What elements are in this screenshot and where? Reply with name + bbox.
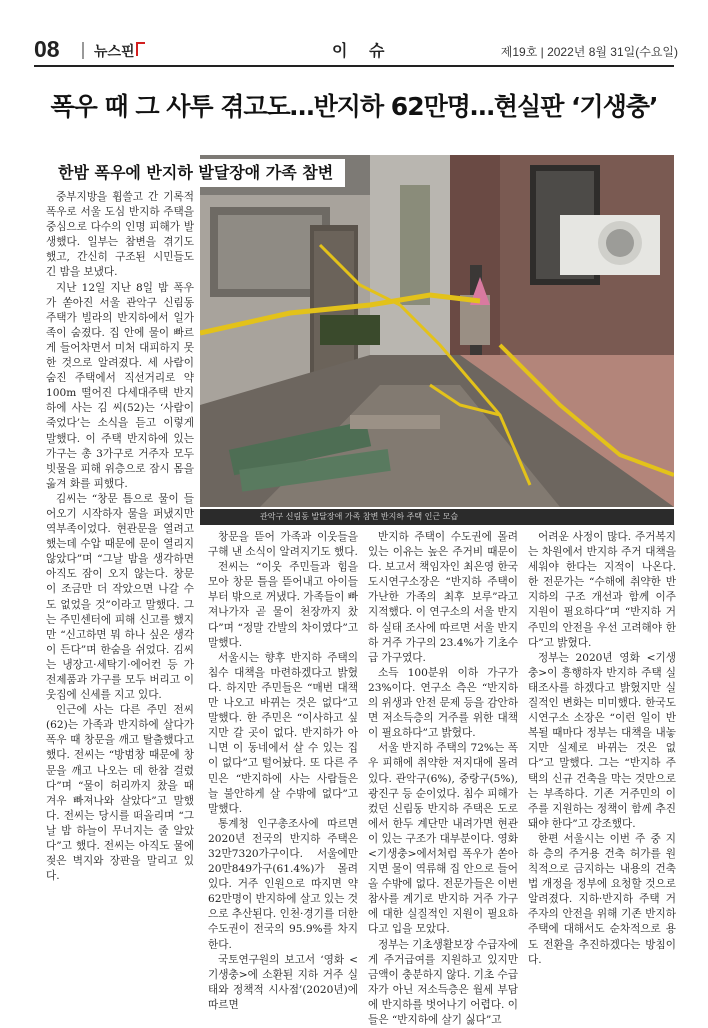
article-photo <box>200 155 674 507</box>
flood-alley-photo <box>200 155 674 507</box>
paragraph: 소득 100분위 이하 가구가 23%이다. 연구소 측은 “반지하의 위생과 안전 문제 등을 감안하면 저소득층의 거주를 위한 대책이 필요하다”고 밝혔다. <box>368 666 518 740</box>
newspaper-logo: 뉴스핀 <box>94 43 135 59</box>
paragraph: 창문을 뜯어 가족과 이웃들을 구해 낸 소식이 알려지기도 했다. <box>208 531 358 559</box>
paragraph: 정부는 기초생활보장 수급자에게 주거급여를 지원하고 있지만 금액이 충분하지 않다. 기초 수급자가 아닌 저소득층은 월세 부담에 반지하를 벗어나기 어렵다. 이들은 “반지하에 살기 싫다”고 <box>368 938 518 1026</box>
paragraph: 서울 반지하 주택의 72%는 폭우 피해에 취약한 저지대에 몰려 있다. 관악구(6%), 중랑구(5%), 광진구 등 순이었다. 침수 피해가 컸던 신림동 반지하 주택은 도로에서 한두 계단만 내려가면 현관이 있는 구조가 대부분이다. 영화 <기생충>에서처럼 폭우가 쏟아지면 물이 역류해 집 안으로 들어올 수밖에 없다. 전문가들은 이번 참사를 계기로 반지하 거주 가구에 대한 실질적인 지원이 필요하다고 입을 모았다. <box>368 742 518 936</box>
article-column-2 <box>208 530 358 1013</box>
paragraph: 어려운 사정이 많다. 주거복지는 차원에서 반지하 주거 대책을 세워야 한다는 지적이 나온다. 한 전문가는 “수해에 취약한 반지하의 구조 개선과 함께 이주 지원이 필요하다”며 “반지하 거주민의 안전을 우선 고려해야 한다”고 밝혔다. <box>528 531 676 649</box>
section-label: 이 슈 <box>332 41 393 60</box>
paragraph: 전씨는 “이웃 주민들과 힘을 모아 창문 틀을 뜯어내고 아이들부터 밖으로 꺼냈다. 가족들이 빠져나가자 곧 물이 천장까지 찼다”며 “정말 간발의 차이였다”고 말했다. <box>208 561 358 649</box>
article-subheadline: 한밤 폭우에 반지하 발달장애 가족 참변 <box>46 159 345 187</box>
paragraph: 한편 서울시는 이번 주 중 지하 층의 주거용 건축 허가를 원칙적으로 금지하는 내용의 건축법 개정을 정부에 요청할 것으로 알려졌다. 지하·반지하 주택 거주자의 안전을 위해 기존 반지하 주택에 대해서도 순차적으로 용도 전환을 추진하겠다는 방침이다. <box>528 832 676 966</box>
article-column-1 <box>46 190 194 884</box>
article-column-3 <box>368 530 518 1028</box>
paragraph: 중부지방을 휩쓸고 간 기록적 폭우로 서울 도심 반지하 주택을 중심으로 다수의 인명 피해가 발생했다. 일부는 참변을 겪기도 했고, 간신히 구조된 시민들도 긴 밤을 보냈다. <box>46 191 194 279</box>
paragraph: 정부는 2020년 영화 <기생충>이 흥행하자 반지하 주택 실태조사를 하겠다고 밝혔지만 실질적인 변화는 미미했다. 한국도시연구소 소장은 “이런 일이 반복될 때마다 정부는 대책을 내놓지만 실제로 바뀌는 것은 없다”고 말했다. 그는 “반지하 주택의 신규 건축을 막는 것만으로는 부족하다. 기존 거주민의 이주를 지원하는 정책이 함께 추진돼야 한다”고 강조했다. <box>528 651 676 830</box>
article-headline: 폭우 때 그 사투 겪고도…반지하 62만명…현실판 ‘기생충’ <box>50 92 658 121</box>
photo-caption: 관악구 신림동 발달장애 가족 참변 반지하 주택 인근 모습 <box>200 509 674 525</box>
paragraph: 반지하 주택이 수도권에 몰려 있는 이유는 높은 주거비 때문이다. 보고서 책임자인 최은영 한국도시연구소장은 “반지하 주택이 가난한 가족의 최후 보루”라고 지적했다. 이 연구소의 서울 반지하 실태 조사에 따르면 서울 반지하 거주 가구의 23.4%가 기초수급 가구였다. <box>368 531 518 664</box>
paragraph: 인근에 사는 다른 주민 전씨(62)는 가족과 반지하에 살다가 폭우 때 창문을 깨고 탈출했다고 했다. 전씨는 “방범창 때문에 창문을 깨고 나오는 데 한참 걸렸다”며 “물이 허리까지 찼을 때 겨우 빠져나와 살았다”고 말했다. 전씨는 당시를 떠올리며 “그날 밤 하늘이 무너지는 줄 알았다”고 했다. 전씨는 아직도 물에 젖은 벽지와 장판을 말리고 있다. <box>46 704 194 883</box>
issue-info: 제19호 | 2022년 8월 31일(수요일) <box>500 45 678 59</box>
paragraph: 통계청 인구총조사에 따르면 2020년 전국의 반지하 주택은 32만7320가구이다. 서울에만 20만849가구(61.4%)가 몰려 있다. 거주 인원으로 따지면 약 62만명이 반지하에 살고 있는 것으로 추산된다. 인천·경기를 더한 수도권이 전국의 95.9%를 차지한다. <box>208 817 358 951</box>
article-column-4 <box>528 530 676 968</box>
page-header <box>0 0 708 66</box>
paragraph: 지난 12일 지난 8일 밤 폭우가 쏟아진 서울 관악구 신림동 주택가 빌라의 반지하에서 일가족이 숨졌다. 집 안에 물이 빠르게 들어차면서 미처 대피하지 못한 것으로 알려졌다. 세 사람이 숨진 주택에서 직선거리로 약 100m 떨어진 다세대주택 반지하에 사는 김 씨(52)는 ‘사람이 죽었다’는 소식을 듣고 이렇게 말했다. 이 주택 반지하에 있는 가구는 총 3가구로 거주자 모두 빗물을 피해 위층으로 잠시 몸을 옮겨 화를 피했다. <box>46 281 194 490</box>
paragraph: 서울시는 향후 반지하 주택의 침수 대책을 마련하겠다고 밝혔다. 하지만 주민들은 “매번 대책만 나오고 바뀌는 것은 없다”고 말했다. 한 주민은 “이사하고 싶지만 갈 곳이 없다. 반지하가 아니면 이 동네에서 살 수 있는 집이 없다”고 털어놨다. 또 다른 주민은 “반지하에 사는 사람들은 늘 불안하게 살 수밖에 없다”고 말했다. <box>208 651 358 815</box>
logo-mark-icon <box>136 42 145 56</box>
header-rule <box>34 65 674 67</box>
paragraph: 김씨는 “창문 틈으로 물이 들어오기 시작하자 물을 퍼냈지만 역부족이었다. 현관문을 열려고 했는데 수압 때문에 문이 열리지 않았다”며 “그날 밤을 생각하면 아직도 잠이 오지 않는다. 창문이 조금만 더 작았으면 나갈 수도 없었을 것”이라고 말했다. 그는 주민센터에 피해 신고를 했지만 “신고하면 뭐 하나 싶은 생각이 든다”며 한숨을 쉬었다. 김씨는 냉장고·세탁기·에어컨 등 가전제품과 가구를 모두 버리고 이웃집에 신세를 지고 있다. <box>46 492 194 702</box>
page-number: 08 <box>34 36 60 62</box>
header-divider <box>82 42 84 59</box>
paragraph: 국토연구원의 보고서 ‘영화 <기생충>에 소환된 지하 거주 실태와 정책적 시사점’(2020년)에 따르면 <box>208 953 358 1011</box>
